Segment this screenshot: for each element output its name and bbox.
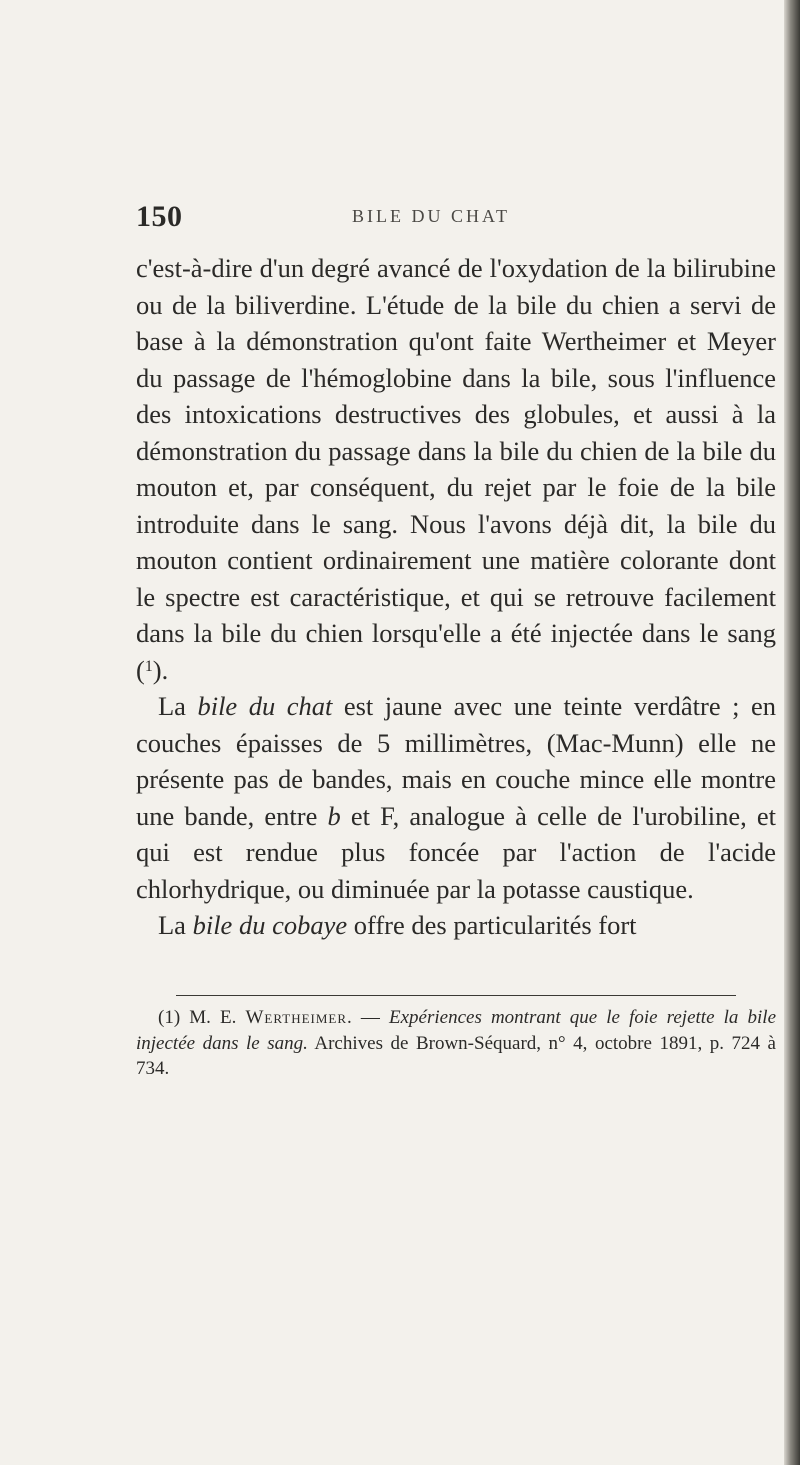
- paragraph-2-emphasis: bile du chat: [197, 691, 333, 721]
- page-edge-shadow: [784, 0, 800, 1465]
- footnote-title: Expériences montrant que le foie rejette la bile injectée dans le sang.: [136, 1007, 776, 1054]
- paragraph-3-lead: La: [158, 910, 193, 940]
- footnote-dash: . —: [347, 1007, 389, 1028]
- paragraph-3-emphasis: bile du cobaye: [192, 910, 348, 940]
- footnote-divider: [176, 995, 736, 996]
- footnote-author-initials: M. E.: [189, 1007, 246, 1028]
- footnote-ref: 1: [144, 657, 153, 675]
- footnote-mark: (1): [158, 1007, 181, 1028]
- footnote-citation: Archives de Brown-Séquard, n° 4, octobre 1891, p. 724 à 734.: [136, 1032, 776, 1079]
- footnote-text: [136, 1005, 776, 1082]
- paragraph-2: [136, 688, 776, 907]
- body-text: [136, 250, 776, 944]
- paragraph-2-emphasis-b: b: [327, 800, 341, 831]
- paragraph-1-text: c'est-à-dire d'un degré avancé de l'oxydation de la bilirubine ou de la biliverdine. L'étude de la bile du chien a servi de base à la démonstration qu'ont faite Wertheimer et Meyer du passage de l'hémoglobine dans la bile, sous l'influence des intoxications destructives des globules, et aussi à la démonstration du passage dans la bile du chien de la bile du mouton et, par conséquent, du rejet par le foie de la bile introduite dans le sang. Nous l'avons déjà dit, la bile du mouton contient ordinairement une matière colorante dont le spectre est caractéristique, et qui se retrouve facilement dans la bile du chien lorsqu'elle a été injectée dans le sang (: [136, 253, 776, 685]
- running-head: BILE DU CHAT: [352, 206, 510, 226]
- page-header: [136, 200, 776, 240]
- paragraph-3: [136, 907, 776, 944]
- footnote: [136, 1005, 776, 1082]
- paragraph-2-text: est jaune avec une teinte verdâtre ; en couches épaisses de 5 millimètres, (Mac-Munn) elle ne présente pas de bandes, mais en couche mince elle montre une bande, entre: [136, 691, 776, 831]
- paragraph-2-lead: La: [158, 691, 198, 721]
- paragraph-1: [136, 250, 776, 688]
- paragraph-1-end: ).: [152, 654, 169, 685]
- paragraph-2-text-end: et F, analogue à celle de l'urobiline, et qui est rendue plus foncée par l'action de l'acide chlorhydrique, ou diminuée par la potasse caustique.: [136, 800, 776, 904]
- footnote-author-name: Wertheimer: [245, 1007, 348, 1028]
- paragraph-3-text: offre des particularités fort: [347, 910, 637, 940]
- page-number: 150: [136, 200, 183, 233]
